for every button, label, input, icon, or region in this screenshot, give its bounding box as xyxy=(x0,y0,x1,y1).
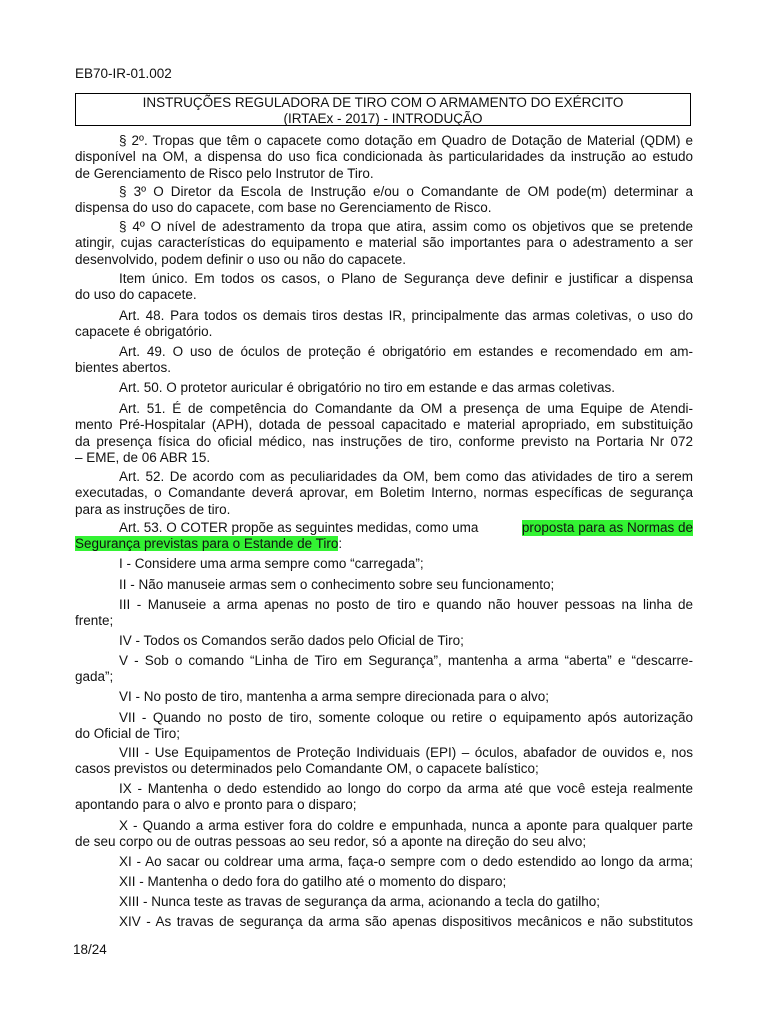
text-line: de seu corpo ou de outras pessoas ao seu redor, só a aponte na direção do seu alvo; xyxy=(75,834,587,850)
list-item xyxy=(75,633,693,649)
document-title-line-1: INSTRUÇÕES REGULADORA DE TIRO COM O ARMAMENTO DO EXÉRCITO xyxy=(142,95,624,110)
text-line: disponível na OM, a dispensa do uso fica condicionada às particularidades da instrução ao estudo xyxy=(75,149,693,165)
list-item xyxy=(75,689,693,705)
document-title-line-2: (IRTAEx - 2017) - INTRODUÇÃO xyxy=(283,110,483,126)
text-line: IX - Mantenha o dedo estendido ao longo do corpo da arma até que você esteja realmente xyxy=(119,781,693,796)
text-line: dispensa do uso do capacete, com base no Gerenciamento de Risco. xyxy=(75,200,492,216)
text-line: Art. 49. O uso de óculos de proteção é obrigatório em estandes e recomendado em am- xyxy=(119,344,693,359)
text-line: XIII - Nunca teste as travas de segurança da arma, acionando a tecla do gatilho; xyxy=(119,894,601,909)
text-line: XI - Ao sacar ou coldrear uma arma, faça-o sempre com o dedo estendido ao longo da arma; xyxy=(119,854,693,869)
text-line: desenvolvido, podem definir o uso ou não do capacete. xyxy=(75,251,406,267)
page-number: 18/24 xyxy=(73,942,107,957)
text-line: VII - Quando no posto de tiro, somente coloque ou retire o equipamento após autorização xyxy=(119,710,693,725)
paragraph xyxy=(75,184,693,217)
highlighted-text: proposta para as Normas de xyxy=(521,520,693,535)
text-line: Item único. Em todos os casos, o Plano de Segurança deve definir e justificar a dispensa xyxy=(119,271,693,286)
text-line: Art. 53. O COTER propõe as seguintes medidas, como uma proposta para as Normas de xyxy=(119,520,693,535)
paragraph xyxy=(75,219,693,268)
text-line: Art. 50. O protetor auricular é obrigatório no tiro em estande e das armas coletivas. xyxy=(119,380,615,395)
text-line: § 4º O nível de adestramento da tropa que atira, assim como os objetivos que se pretende xyxy=(119,219,693,234)
text-line: Art. 51. É de competência do Comandante da OM a presença de uma Equipe de Atendi- xyxy=(119,401,693,416)
text-line: do uso do capacete. xyxy=(75,287,197,303)
text-line: XII - Mantenha o dedo fora do gatilho até o momento do disparo; xyxy=(119,874,507,889)
paragraph xyxy=(75,469,693,518)
list-item xyxy=(75,914,693,930)
text-line: II - Não manuseie armas sem o conhecimento sobre seu funcionamento; xyxy=(119,577,555,592)
highlighted-text: Segurança previstas para o Estande de Tiro xyxy=(75,536,339,552)
text-line: mento Pré-Hospitalar (APH), dotada de pessoal capacitado e material apropriado, em substituição xyxy=(75,417,693,433)
text-line: VI - No posto de tiro, mantenha a arma sempre direcionada para o alvo; xyxy=(119,689,549,704)
text-line: Segurança previstas para o Estande de Tiro: xyxy=(75,536,343,552)
document-code: EB70-IR-01.002 xyxy=(75,66,172,81)
paragraph xyxy=(75,520,693,553)
paragraph xyxy=(75,271,693,304)
list-item xyxy=(75,781,693,814)
list-item xyxy=(75,874,693,890)
document-title-box xyxy=(75,93,691,126)
list-item xyxy=(75,745,693,778)
paragraph xyxy=(75,133,693,182)
list-item xyxy=(75,653,693,686)
text-line: § 3º O Diretor da Escola de Instrução e/ou o Comandante de OM pode(m) determinar a xyxy=(119,184,693,199)
text-line: bientes abertos. xyxy=(75,360,172,376)
text-line: § 2º. Tropas que têm o capacete como dotação em Quadro de Dotação de Material (QDM) e xyxy=(119,133,693,148)
text-line: para as instruções de tiro. xyxy=(75,501,231,517)
list-item xyxy=(75,894,693,910)
text-line: Art. 52. De acordo com as peculiaridades da OM, bem como das atividades de tiro a serem xyxy=(119,469,693,484)
text-line: Art. 48. Para todos os demais tiros destas IR, principalmente das armas coletivas, o uso do xyxy=(119,308,693,323)
paragraph xyxy=(75,344,693,377)
list-item xyxy=(75,556,693,572)
text-line: III - Manuseie a arma apenas no posto de tiro e quando não houver pessoas na linha de xyxy=(119,597,693,612)
text-line: VIII - Use Equipamentos de Proteção Individuais (EPI) – óculos, abafador de ouvidos e, nos xyxy=(119,745,693,760)
text-line: da presença física do oficial médico, nas instruções de tiro, conforme previsto na Portaria Nr 072 xyxy=(75,433,693,449)
list-item xyxy=(75,577,693,593)
paragraph xyxy=(75,401,693,467)
paragraph xyxy=(75,308,693,341)
text-line: XIV - As travas de segurança da arma são apenas dispositivos mecânicos e não substitutos xyxy=(119,914,693,929)
list-item xyxy=(75,854,693,870)
text-line: capacete é obrigatório. xyxy=(75,324,213,340)
text-line: X - Quando a arma estiver fora do coldre e empunhada, nunca a aponte para qualquer parte xyxy=(119,818,693,833)
list-item xyxy=(75,710,693,743)
text-line: apontando para o alvo e pronto para o disparo; xyxy=(75,797,357,813)
text-line: do Oficial de Tiro; xyxy=(75,726,181,742)
text-line: V - Sob o comando “Linha de Tiro em Segurança”, mantenha a arma “aberta” e “descarre- xyxy=(119,653,693,668)
text-line: de Gerenciamento de Risco pelo Instrutor de Tiro. xyxy=(75,165,374,181)
text-line: – EME, de 06 ABR 15. xyxy=(75,450,211,466)
list-item xyxy=(75,597,693,630)
text-line: executadas, o Comandante deverá aprovar, em Boletim Interno, normas específicas de segurança xyxy=(75,485,693,501)
paragraph xyxy=(75,380,693,396)
text-line: IV - Todos os Comandos serão dados pelo Oficial de Tiro; xyxy=(119,633,464,648)
list-item xyxy=(75,818,693,851)
text-line: I - Considere uma arma sempre como “carregada”; xyxy=(119,556,424,571)
text-line: casos previstos ou determinados pelo Comandante OM, o capacete balístico; xyxy=(75,761,539,777)
text-line: atingir, cujas características do equipamento e material são importantes para o adestramento a ser xyxy=(75,235,693,251)
text-line: gada”; xyxy=(75,669,114,685)
text-line: frente; xyxy=(75,613,114,629)
